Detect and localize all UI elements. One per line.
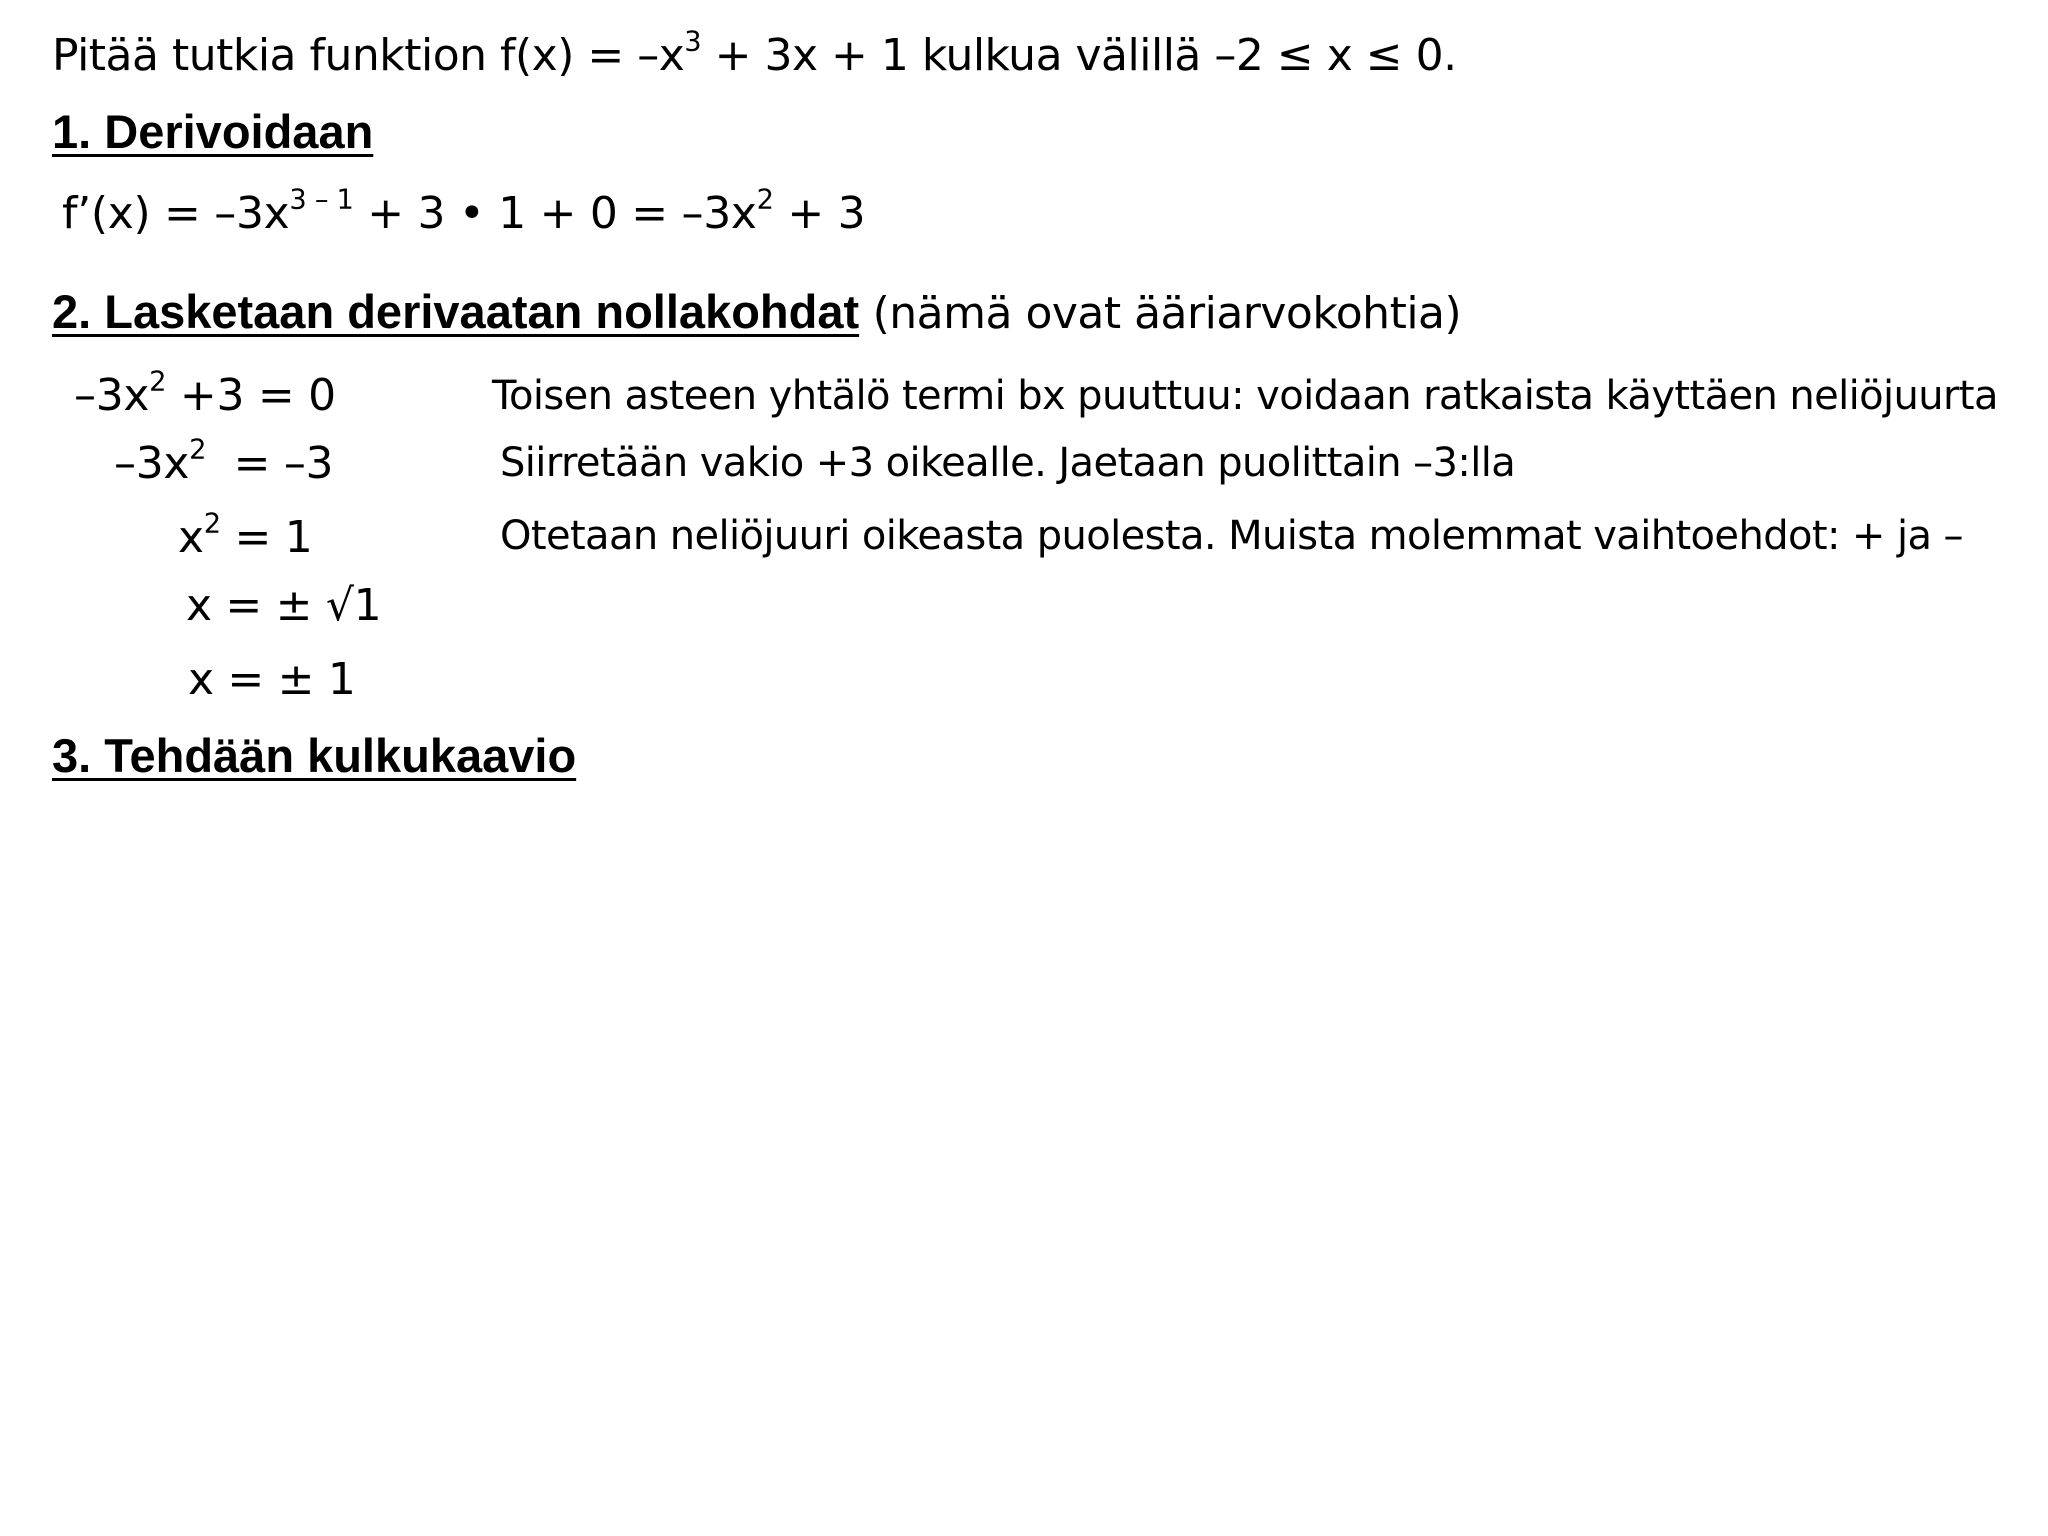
step-3-pre: x — [178, 512, 204, 563]
derivative-part-3: + 3 — [773, 188, 866, 239]
section-2-heading-line — [52, 285, 1462, 339]
step-2-pre: –3x — [114, 438, 190, 489]
intro-text-start: Pitää tutkia funktion f(x) = –x — [52, 30, 685, 81]
step-5-equation: x = ± 1 — [188, 654, 356, 705]
intro-exponent: 3 — [684, 26, 702, 58]
step-1-pre: –3x — [74, 370, 150, 421]
step-1-exponent: 2 — [149, 366, 167, 398]
derivative-exponent-2: 2 — [756, 184, 774, 216]
step-2-equation — [114, 434, 334, 489]
step-3-note: Otetaan neliöjuuri oikeasta puolesta. Muista molemmat vaihtoehdot: + ja – — [500, 513, 1963, 559]
step-2-exponent: 2 — [189, 434, 207, 466]
step-2-post: = –3 — [206, 438, 334, 489]
section-3-heading: 3. Tehdään kulkukaavio — [52, 729, 577, 782]
step-1-equation — [74, 366, 336, 421]
step-2-note: Siirretään vakio +3 oikealle. Jaetaan puolittain –3:lla — [500, 440, 1516, 486]
step-1-post: +3 = 0 — [166, 370, 336, 421]
section-2-heading-note: (nämä ovat ääriarvokohtia) — [859, 288, 1462, 339]
step-3-exponent: 2 — [203, 508, 221, 540]
step-3-equation — [178, 508, 313, 563]
derivative-part-1: f’(x) = –3x — [62, 188, 290, 239]
step-3-post: = 1 — [220, 512, 313, 563]
intro-text-end: + 3x + 1 kulkua välillä –2 ≤ x ≤ 0. — [701, 30, 1457, 81]
section-2-heading: 2. Lasketaan derivaatan nollakohdat — [52, 285, 860, 338]
intro-line — [52, 26, 1457, 81]
step-4-equation: x = ± √1 — [186, 580, 382, 631]
derivative-exponent-1: 3 – 1 — [289, 184, 354, 216]
step-1-note: Toisen asteen yhtälö termi bx puuttuu: voidaan ratkaista käyttäen neliöjuurta — [492, 373, 1998, 419]
section-1-heading: 1. Derivoidaan — [52, 105, 374, 158]
derivative-part-2: + 3 • 1 + 0 = –3x — [353, 188, 757, 239]
derivative-line — [62, 184, 866, 239]
